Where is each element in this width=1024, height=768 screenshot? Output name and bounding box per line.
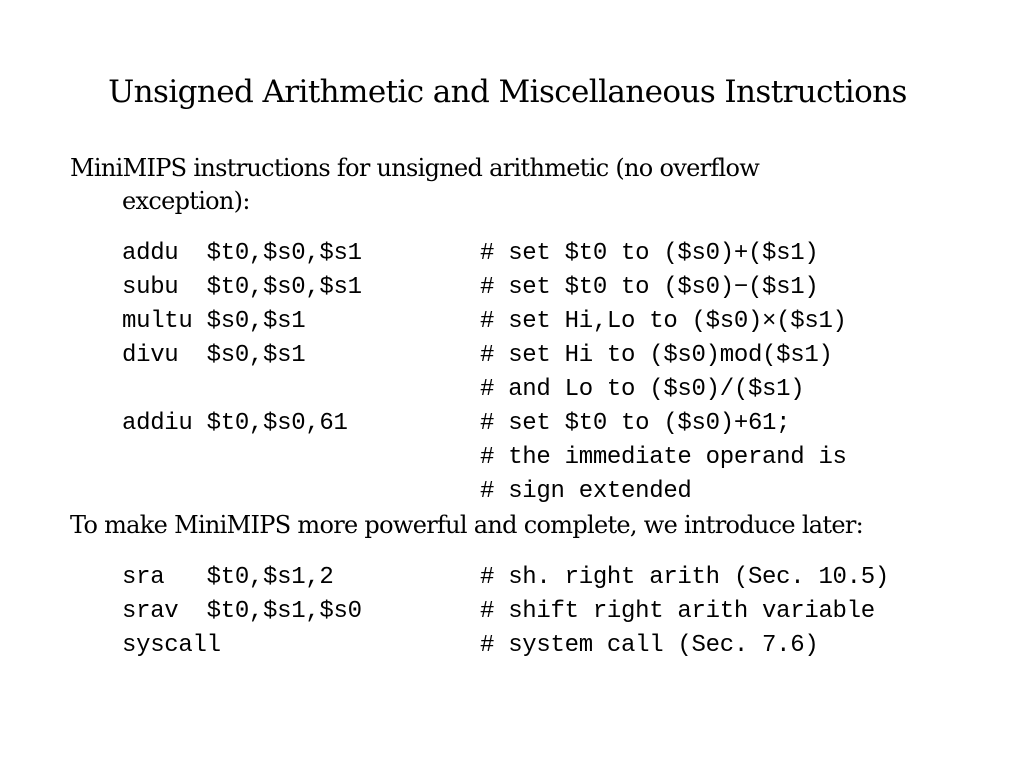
code-comment: # shift right arith variable	[480, 598, 875, 625]
code-line	[122, 561, 889, 595]
later-text: To make MiniMIPS more powerful and complete, we introduce later:	[70, 511, 864, 539]
code-line	[122, 629, 889, 663]
code-line	[122, 407, 847, 441]
code-instruction: divu $s0,$s1	[122, 342, 306, 369]
code-line	[122, 595, 889, 629]
code-comment: # set $t0 to ($s0)−($s1)	[480, 274, 819, 301]
intro-line-1: MiniMIPS instructions for unsigned arithmetic (no overflow	[70, 154, 760, 182]
code-line	[122, 237, 847, 271]
code-line	[122, 271, 847, 305]
code-line	[122, 441, 847, 475]
code-instruction: subu $t0,$s0,$s1	[122, 274, 362, 301]
code-instruction: addu $t0,$s0,$s1	[122, 240, 362, 267]
code-comment: # the immediate operand is	[480, 444, 847, 471]
code-instruction: addiu $t0,$s0,61	[122, 410, 348, 437]
intro-line-2: exception):	[122, 187, 250, 215]
code-line	[122, 475, 847, 509]
later-paragraph	[70, 509, 863, 542]
code-line	[122, 305, 847, 339]
code-comment: # and Lo to ($s0)/($s1)	[480, 376, 805, 403]
code-comment: # set Hi,Lo to ($s0)×($s1)	[480, 308, 847, 335]
code-line	[122, 339, 847, 373]
code-comment: # system call (Sec. 7.6)	[480, 632, 819, 659]
code-instruction: sra $t0,$s1,2	[122, 564, 334, 591]
code-instruction: syscall	[122, 632, 221, 659]
code-comment: # set $t0 to ($s0)+61;	[480, 410, 791, 437]
code-instruction: srav $t0,$s1,$s0	[122, 598, 362, 625]
code-comment: # set $t0 to ($s0)+($s1)	[480, 240, 819, 267]
code-comment: # set Hi to ($s0)mod($s1)	[480, 342, 833, 369]
code-comment: # sh. right arith (Sec. 10.5)	[480, 564, 889, 591]
intro-paragraph	[70, 152, 759, 218]
slide-title: Unsigned Arithmetic and Miscellaneous Instructions	[108, 74, 907, 110]
later-code-block	[122, 561, 889, 663]
code-comment: # sign extended	[480, 478, 692, 505]
unsigned-code-block	[122, 237, 847, 509]
code-line	[122, 373, 847, 407]
code-instruction: multu $s0,$s1	[122, 308, 306, 335]
